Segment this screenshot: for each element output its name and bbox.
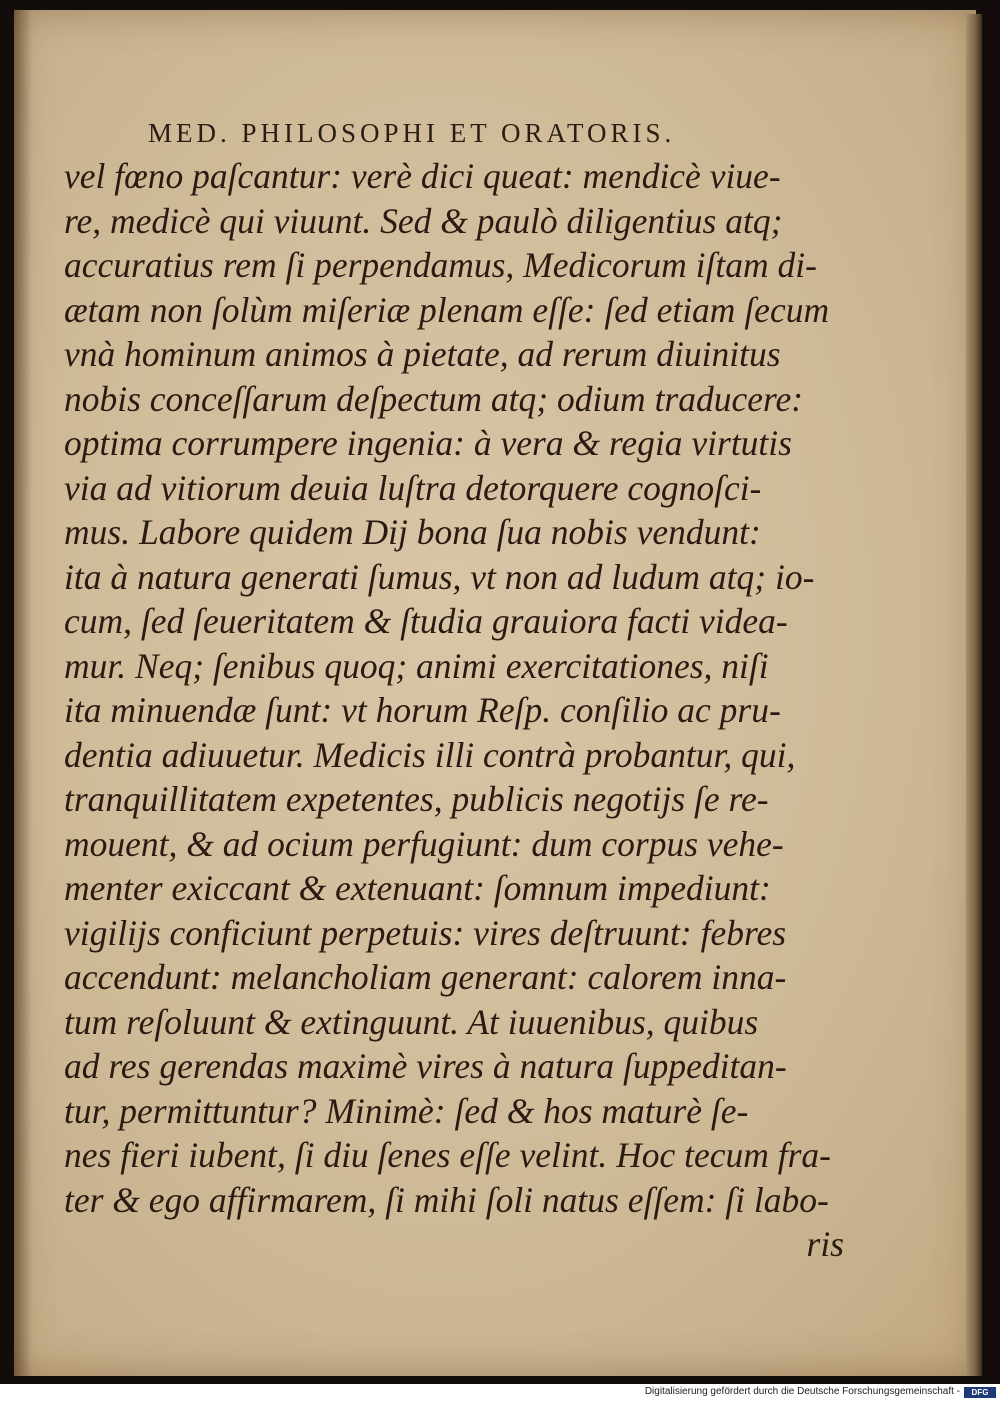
text-line: ad res gerendas maximè vires à natura ſuppeditan- bbox=[64, 1046, 787, 1086]
text-line: re, medicè qui viuunt. Sed & paulò diligentius atq; bbox=[64, 200, 783, 241]
text-line: accuratius rem ſi perpendamus, Medicorum iſtam di- bbox=[64, 245, 817, 285]
text-line: nes fieri iubent, ſi diu ſenes eſſe velint. Hoc tecum fra- bbox=[64, 1135, 831, 1175]
dfg-logo: DFG bbox=[964, 1387, 996, 1398]
page-edge bbox=[966, 14, 982, 1376]
text-line: tum reſoluunt & extinguunt. At iuuenibus, quibus bbox=[64, 1001, 759, 1042]
catchword: ris bbox=[806, 1224, 844, 1264]
text-line: tur, permittuntur? Minimè: ſed & hos maturè ſe- bbox=[64, 1090, 749, 1131]
text-block bbox=[64, 154, 864, 1267]
digitization-footer bbox=[0, 1384, 1000, 1401]
text-line: mouent, & ad ocium perfugiunt: dum corpus vehe- bbox=[64, 823, 784, 864]
text-line: vnà hominum animos à pietate, ad rerum diuinitus bbox=[64, 334, 781, 374]
text-line: menter exiccant & extenuant: ſomnum impediunt: bbox=[64, 868, 771, 908]
text-line: via ad vitiorum deuia luſtra detorquere cognoſci- bbox=[64, 467, 762, 508]
text-line: tranquillitatem expetentes, publicis negotijs ſe re- bbox=[64, 779, 769, 819]
gutter-shadow bbox=[14, 10, 32, 1376]
text-line: mus. Labore quidem Dij bona ſua nobis vendunt: bbox=[64, 512, 761, 552]
text-line: nobis conceſſarum deſpectum atq; odium traducere: bbox=[64, 378, 804, 419]
text-line: ita minuendæ ſunt: vt horum Reſp. conſilio ac pru- bbox=[64, 690, 781, 730]
text-line: ætam non ſolùm miſeriæ plenam eſſe: ſed etiam ſecum bbox=[64, 289, 830, 330]
footer-credit: Digitalisierung gefördert durch die Deutsche Forschungsgemeinschaft - bbox=[644, 1386, 960, 1397]
text-line: vel fœno paſcantur: verè dici queat: mendicè viue- bbox=[64, 156, 781, 196]
text-line: cum, ſed ſeueritatem & ſtudia grauiora facti videa- bbox=[64, 601, 788, 641]
text-line: accendunt: melancholiam generant: calorem inna- bbox=[64, 957, 787, 997]
text-line: vigilijs conficiunt perpetuis: vires deſtruunt: febres bbox=[64, 912, 787, 953]
text-line: mur. Neq; ſenibus quoq; animi exercitationes, niſi bbox=[64, 645, 769, 686]
text-line: optima corrumpere ingenia: à vera & regia virtutis bbox=[64, 423, 792, 463]
text-line: dentia adiuuetur. Medicis illi contrà probantur, qui, bbox=[64, 734, 796, 775]
text-line: ter & ego affirmarem, ſi mihi ſoli natus eſſem: ſi labo- bbox=[64, 1179, 829, 1220]
text-line: ita à natura generati ſumus, vt non ad ludum atq; io- bbox=[64, 556, 815, 597]
running-head: MED. PHILOSOPHI ET ORATORIS. bbox=[148, 118, 676, 148]
